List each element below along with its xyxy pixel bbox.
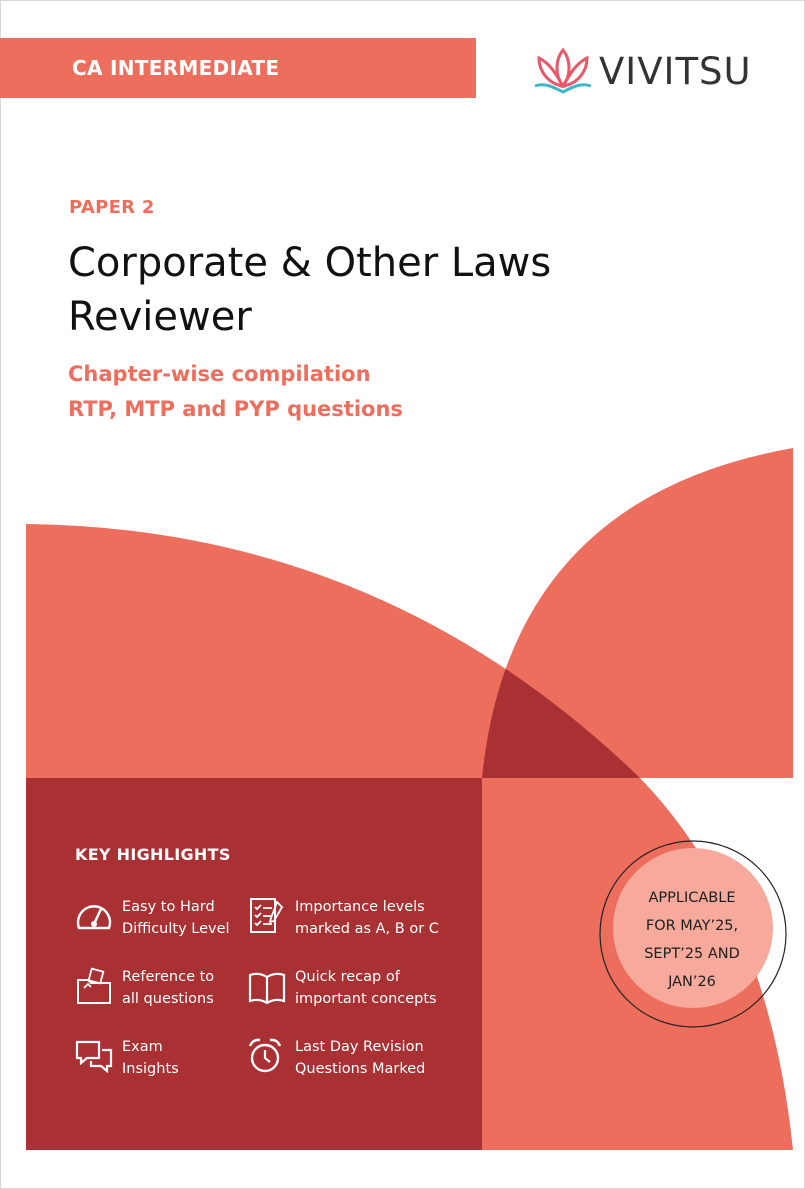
highlight-line: marked as A, B or C [295,921,439,937]
highlight-line: Reference to [122,969,215,985]
highlights-heading: KEY HIGHLIGHTS [75,845,231,864]
highlight-line: Importance levels [295,899,425,915]
highlight-line: important concepts [295,991,437,1007]
highlight-line: Exam [122,1039,163,1055]
highlight-text [295,1036,470,1080]
highlight-line: Last Day Revision [295,1039,424,1055]
open-book-icon [247,966,287,1006]
badge-line: APPLICABLE [648,890,736,906]
badge-line: FOR MAY’25, [645,918,739,934]
highlight-text [295,896,470,940]
speedometer-icon [74,896,114,936]
highlight-text [295,966,470,1010]
folder-reference-icon [74,966,114,1006]
paper-number: PAPER 2 [69,197,155,218]
course-label: CA INTERMEDIATE [72,56,280,80]
highlight-line: Questions Marked [295,1061,426,1077]
applicability-badge [618,884,766,996]
highlight-line: all questions [122,991,214,1007]
alarm-clock-icon [247,1036,287,1076]
title-line-2: Reviewer [68,294,252,340]
highlight-line: Difficulty Level [122,921,230,937]
highlight-line: Easy to Hard [122,899,215,915]
badge-line: JAN’26 [668,974,716,990]
subtitle-line-2: RTP, MTP and PYP questions [68,397,403,421]
highlights-panel [26,778,482,1150]
highlight-line: Insights [122,1061,179,1077]
subtitle-line-1: Chapter-wise compilation [68,362,371,386]
checklist-icon [247,896,287,936]
chat-bubbles-icon [74,1036,114,1076]
highlight-line: Quick recap of [295,969,400,985]
badge-line: SEPT’25 AND [644,946,740,962]
title-line-1: Corporate & Other Laws [68,240,552,286]
brand-name: VIVITSU [599,50,752,93]
